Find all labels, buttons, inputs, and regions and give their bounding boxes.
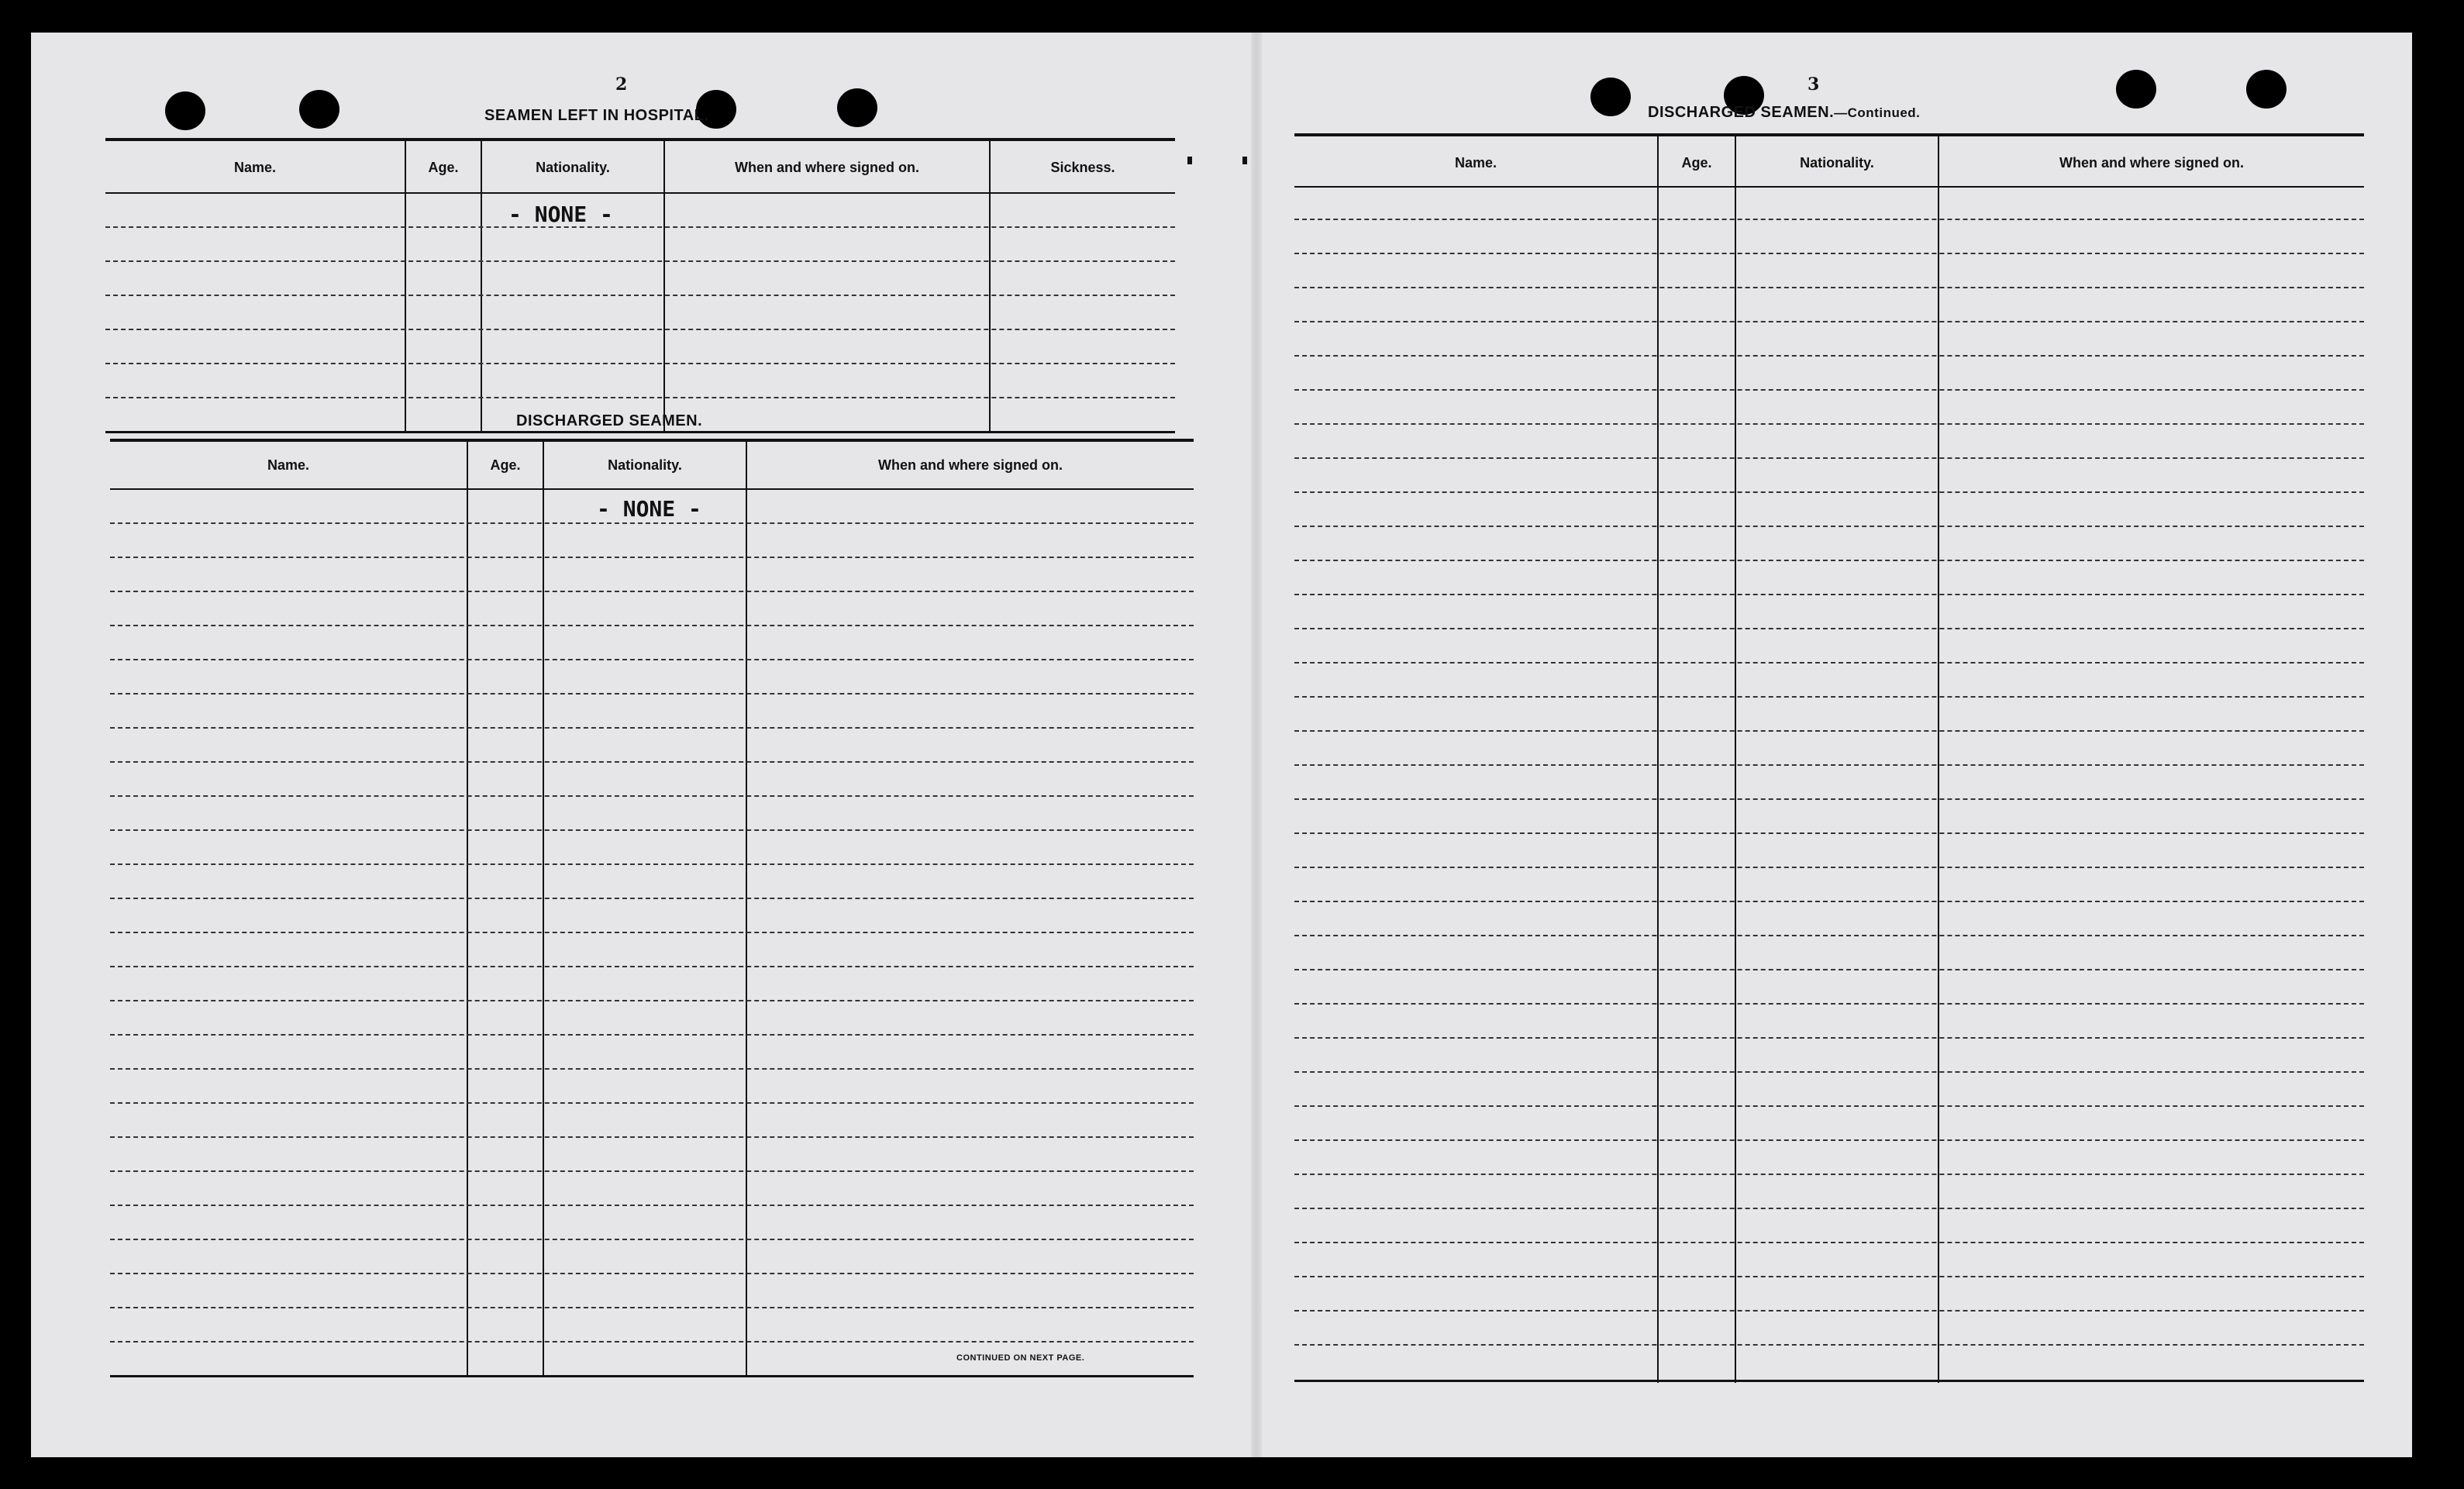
table-row bbox=[105, 363, 1175, 364]
table-row bbox=[1294, 491, 2364, 493]
discharged-table-left bbox=[110, 439, 1194, 1377]
column-divider bbox=[543, 442, 544, 1377]
column-divider bbox=[1657, 136, 1659, 1383]
table-row bbox=[110, 898, 1194, 899]
table-row bbox=[110, 693, 1194, 695]
table-row bbox=[1294, 594, 2364, 595]
col-head-signed-on: When and where signed on. bbox=[734, 160, 920, 175]
col-head-signed-on: When and where signed on. bbox=[2059, 155, 2245, 171]
page-fold bbox=[1251, 33, 1262, 1457]
table-row bbox=[1294, 287, 2364, 288]
column-divider bbox=[405, 141, 406, 433]
column-divider bbox=[746, 442, 747, 1377]
hospital-section-title: SEAMEN LEFT IN HOSPITAL. bbox=[484, 107, 709, 124]
continued-note: CONTINUED ON NEXT PAGE. bbox=[956, 1353, 1085, 1363]
punch-hole bbox=[299, 90, 339, 129]
table-row bbox=[110, 1307, 1194, 1308]
table-row bbox=[1294, 935, 2364, 936]
table-row bbox=[110, 1000, 1194, 1001]
table-row bbox=[1294, 1105, 2364, 1107]
table-row bbox=[1294, 1174, 2364, 1175]
table-row bbox=[110, 591, 1194, 592]
column-divider bbox=[1938, 136, 1939, 1383]
table-row bbox=[1294, 628, 2364, 629]
table-row bbox=[110, 1170, 1194, 1172]
table-row bbox=[110, 761, 1194, 763]
table-row bbox=[1294, 1344, 2364, 1346]
table-row bbox=[1294, 1208, 2364, 1209]
table-row bbox=[1294, 1071, 2364, 1073]
discharged-section-title: DISCHARGED SEAMEN. bbox=[516, 412, 703, 429]
table-row bbox=[110, 1136, 1194, 1138]
table-row bbox=[1294, 867, 2364, 868]
table-row bbox=[1294, 1139, 2364, 1141]
column-divider bbox=[663, 141, 665, 433]
table-bottom-rule bbox=[1294, 1380, 2364, 1382]
table-row bbox=[1294, 423, 2364, 425]
table-row bbox=[105, 397, 1175, 398]
table-row bbox=[1294, 901, 2364, 902]
col-head-name: Name. bbox=[233, 160, 277, 175]
col-head-age: Age. bbox=[428, 160, 459, 175]
punch-hole bbox=[165, 91, 205, 130]
col-head-name: Name. bbox=[1454, 155, 1497, 171]
table-row bbox=[110, 966, 1194, 967]
left-page-number: 2 bbox=[615, 74, 628, 95]
table-row bbox=[105, 329, 1175, 330]
fold-mark bbox=[1242, 157, 1247, 164]
table-row bbox=[110, 1239, 1194, 1240]
hospital-none-stamp: - NONE - bbox=[508, 202, 613, 227]
table-row bbox=[110, 863, 1194, 865]
fold-mark bbox=[1187, 157, 1192, 164]
table-row bbox=[1294, 764, 2364, 766]
table-row bbox=[110, 795, 1194, 797]
table-row bbox=[110, 1034, 1194, 1036]
discharged-title-text: DISCHARGED SEAMEN. bbox=[1648, 104, 1835, 121]
table-row bbox=[1294, 1242, 2364, 1243]
table-row bbox=[105, 260, 1175, 262]
table-row bbox=[1294, 560, 2364, 561]
col-head-name: Name. bbox=[267, 457, 310, 473]
col-head-age: Age. bbox=[490, 457, 521, 473]
col-head-age: Age. bbox=[1681, 155, 1712, 171]
continued-suffix: —Continued. bbox=[1834, 105, 1921, 120]
table-row bbox=[1294, 321, 2364, 322]
table-row bbox=[1294, 696, 2364, 698]
table-bottom-rule bbox=[110, 1375, 1194, 1377]
table-row bbox=[110, 522, 1194, 524]
table-row bbox=[110, 659, 1194, 660]
column-divider bbox=[467, 442, 468, 1377]
table-row bbox=[1294, 832, 2364, 834]
table-row bbox=[110, 1068, 1194, 1070]
column-divider bbox=[481, 141, 482, 433]
punch-hole bbox=[1590, 78, 1631, 116]
punch-hole bbox=[837, 88, 877, 127]
table-row bbox=[1294, 457, 2364, 459]
table-row bbox=[1294, 219, 2364, 220]
table-row bbox=[1294, 253, 2364, 254]
discharged-none-stamp: - NONE - bbox=[597, 496, 701, 522]
col-head-signed-on: When and where signed on. bbox=[877, 457, 1063, 473]
table-row bbox=[1294, 730, 2364, 732]
table-row bbox=[110, 829, 1194, 831]
column-divider bbox=[989, 141, 991, 433]
col-head-nationality: Nationality. bbox=[608, 457, 682, 473]
table-row bbox=[1294, 798, 2364, 800]
table-row bbox=[110, 1102, 1194, 1104]
table-bottom-rule bbox=[105, 431, 1175, 433]
col-head-nationality: Nationality. bbox=[1800, 155, 1874, 171]
punch-hole bbox=[2246, 70, 2287, 109]
table-row bbox=[1294, 969, 2364, 970]
col-head-sickness: Sickness. bbox=[1050, 160, 1115, 175]
table-row bbox=[110, 557, 1194, 558]
table-row bbox=[1294, 389, 2364, 391]
table-row bbox=[1294, 1003, 2364, 1005]
table-row bbox=[1294, 1310, 2364, 1311]
table-row bbox=[110, 727, 1194, 729]
table-row bbox=[110, 625, 1194, 626]
table-row bbox=[1294, 526, 2364, 527]
table-row bbox=[1294, 1276, 2364, 1277]
discharged-table-right bbox=[1294, 133, 2364, 1383]
table-row bbox=[110, 1205, 1194, 1206]
table-row bbox=[110, 932, 1194, 933]
column-divider bbox=[1735, 136, 1736, 1383]
table-row bbox=[105, 295, 1175, 296]
table-row bbox=[110, 1341, 1194, 1343]
table-row bbox=[105, 226, 1175, 228]
table-row bbox=[1294, 355, 2364, 357]
discharged-continued-title bbox=[1648, 104, 1920, 122]
punch-hole bbox=[2116, 70, 2156, 109]
paper-sheet bbox=[31, 33, 2412, 1457]
col-head-nationality: Nationality. bbox=[536, 160, 610, 175]
right-page-number: 3 bbox=[1808, 74, 1820, 95]
table-row bbox=[1294, 662, 2364, 664]
table-row bbox=[110, 1273, 1194, 1274]
table-row bbox=[1294, 1037, 2364, 1039]
hospital-table bbox=[105, 138, 1175, 433]
